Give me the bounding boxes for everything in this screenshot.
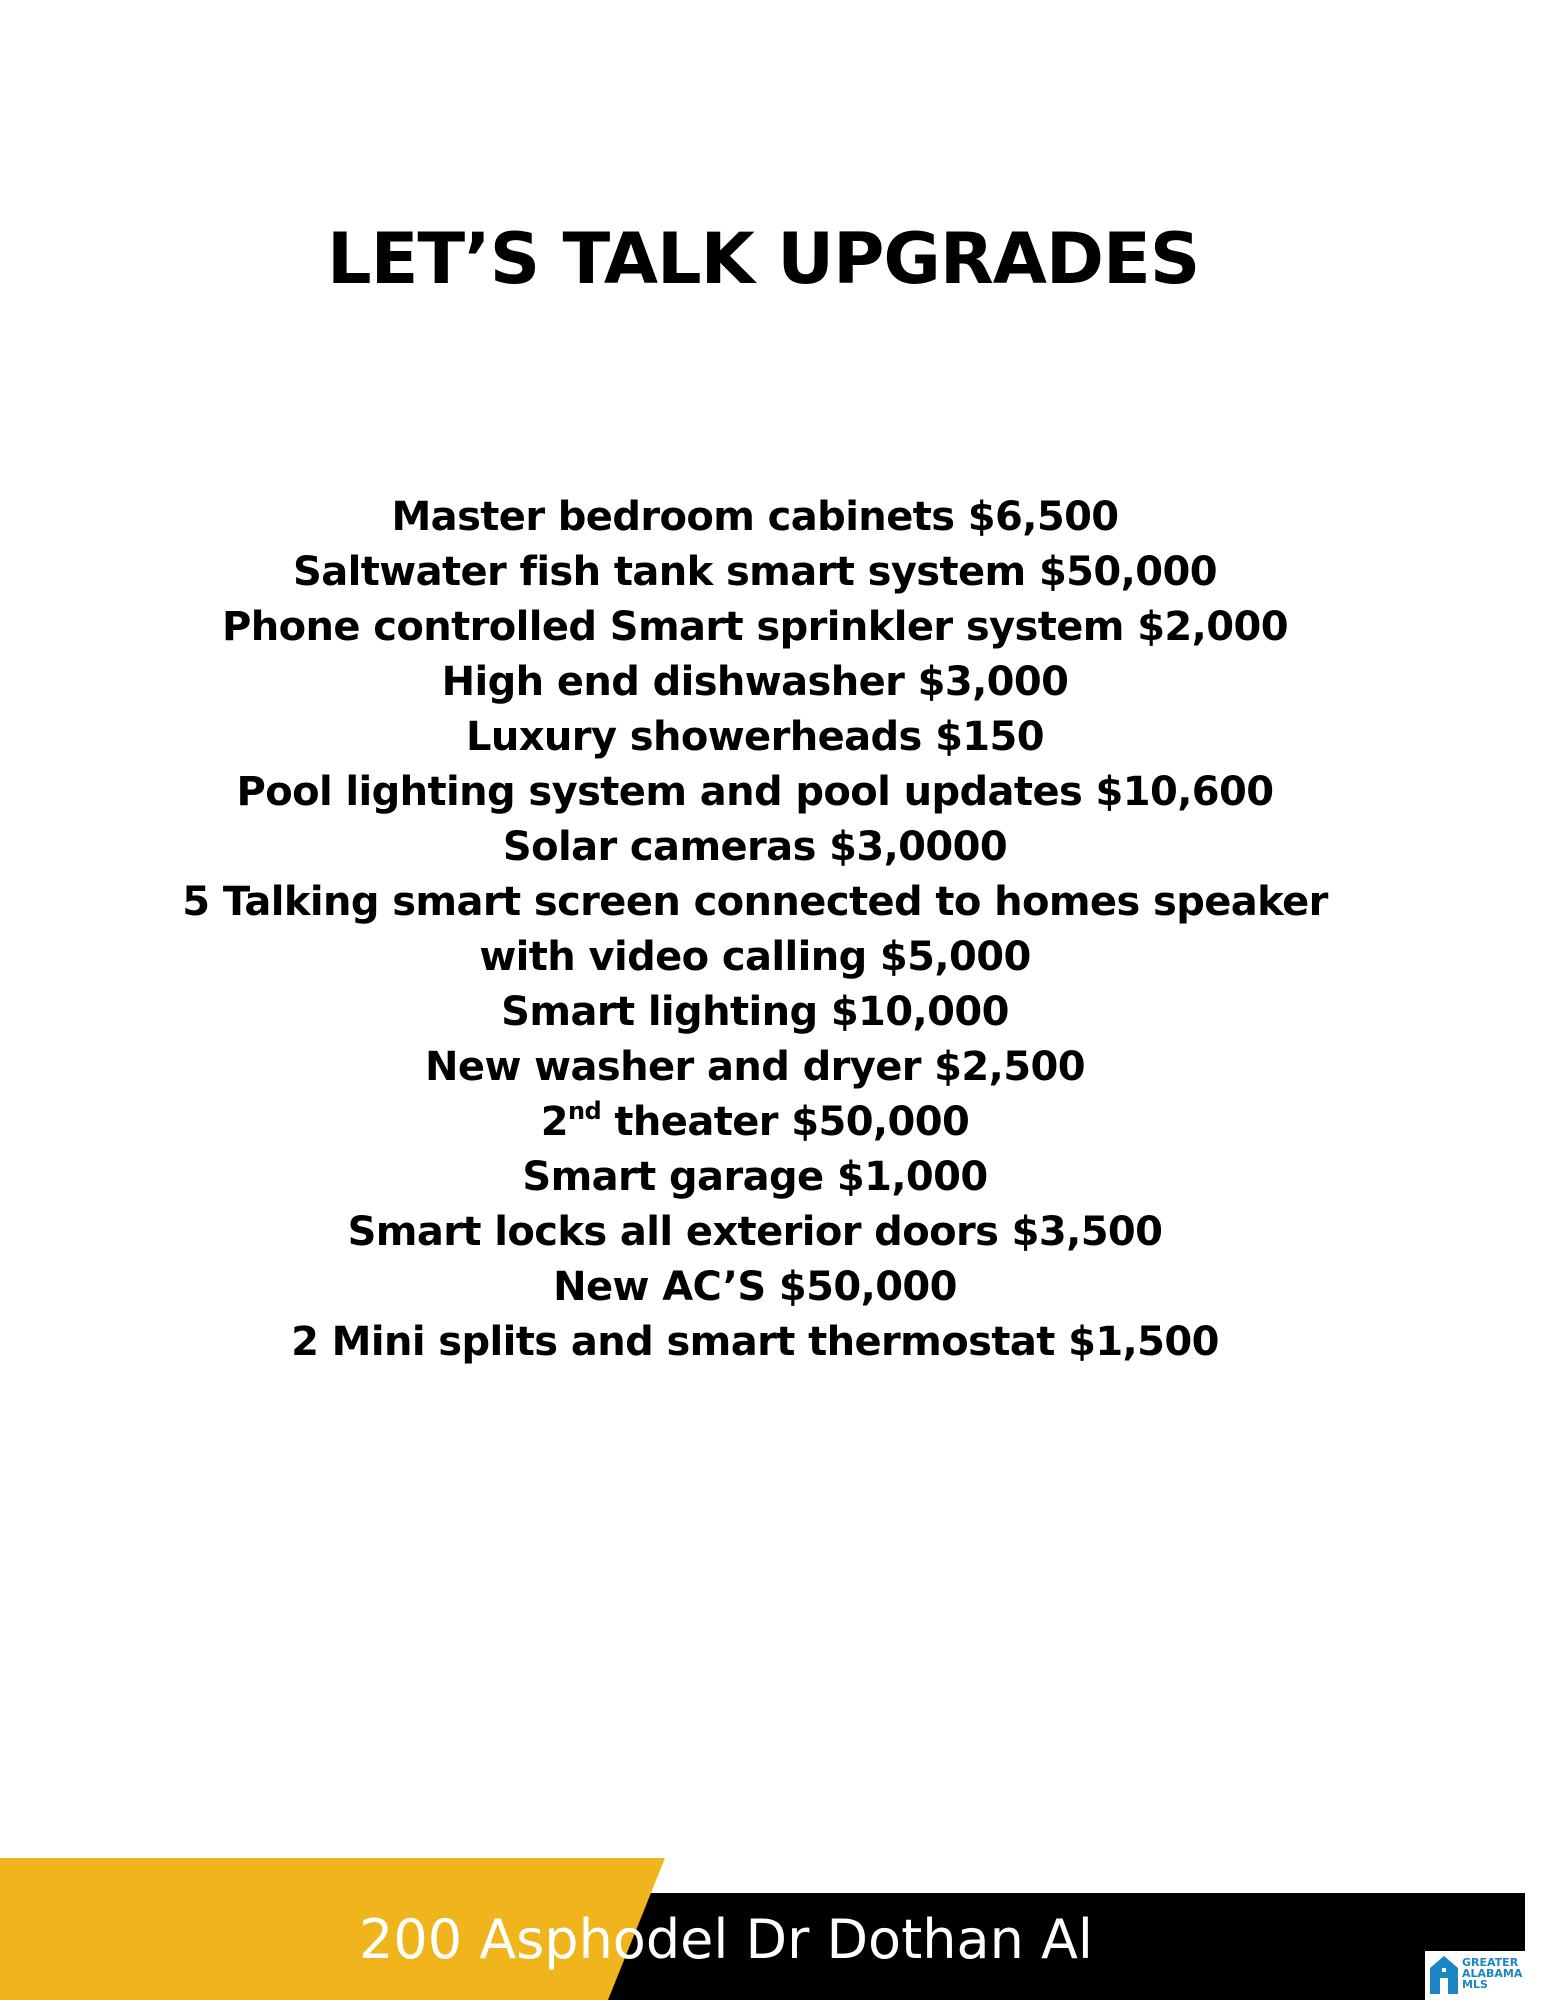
list-item: Phone controlled Smart sprinkler system $2,000 xyxy=(222,604,1288,650)
house-icon xyxy=(1429,1954,1459,1996)
list-item: Smart garage $1,000 xyxy=(522,1154,988,1200)
footer-address: 200 Asphodel Dr Dothan Al xyxy=(359,1908,1093,1971)
page-title: LET’S TALK UPGRADES xyxy=(327,218,1200,300)
theater-prefix: 2 xyxy=(540,1099,568,1145)
greater-alabama-mls-logo xyxy=(1425,1951,1545,2000)
list-item-theater xyxy=(0,1095,1510,1150)
mls-line-3: MLS xyxy=(1462,1978,1488,1991)
mls-logo-text xyxy=(1462,1957,1522,1990)
list-item: Smart lighting $10,000 xyxy=(501,989,1009,1035)
theater-superscript: nd xyxy=(568,1097,602,1125)
list-item: Smart locks all exterior doors $3,500 xyxy=(347,1209,1163,1255)
list-item: with video calling $5,000 xyxy=(479,934,1031,980)
list-item: Master bedroom cabinets $6,500 xyxy=(391,494,1119,540)
list-item: High end dishwasher $3,000 xyxy=(441,659,1069,705)
upgrades-list xyxy=(0,490,1510,1370)
list-item: Luxury showerheads $150 xyxy=(465,714,1045,760)
list-item: 2 Mini splits and smart thermostat $1,500 xyxy=(291,1319,1219,1365)
list-item: Solar cameras $3,0000 xyxy=(502,824,1008,870)
mls-line-1: GREATER xyxy=(1462,1956,1519,1969)
list-item: New AC’S $50,000 xyxy=(553,1264,957,1310)
list-item: New washer and dryer $2,500 xyxy=(425,1044,1085,1090)
theater-suffix: theater $50,000 xyxy=(601,1099,970,1145)
mls-line-2: ALABAMA xyxy=(1462,1967,1523,1980)
list-item: Saltwater fish tank smart system $50,000 xyxy=(293,549,1217,595)
list-item: Pool lighting system and pool updates $10,600 xyxy=(236,769,1274,815)
list-item: 5 Talking smart screen connected to homes speaker xyxy=(182,879,1328,925)
